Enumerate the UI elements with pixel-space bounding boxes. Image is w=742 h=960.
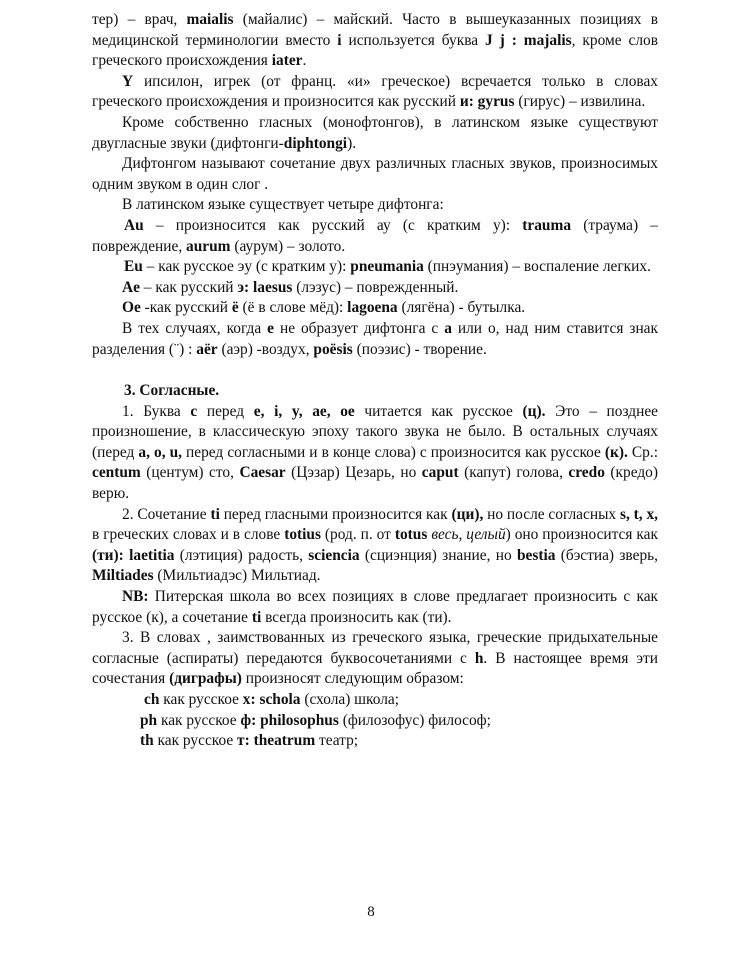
digraph-item-ph: ph как русское ф: philosophus (филозофус) философ; xyxy=(140,711,491,729)
paragraph-greek-aspirates: 3. В словах , заимствованных из греческого языка, греческие придыхательные согласные (аспираты) передаются буквосочетаниями с h. В настоящее время эти сочестания (диграфы) произносят следующим образом: xyxy=(92,629,658,688)
digraph-item-ch: ch как русское х: schola (схола) школа; xyxy=(144,691,400,708)
paragraph-diphthongs-intro: Кроме собственно гласных (монофтонгов), в латинском языке существуют двугласные звуки (дифтонги-diphtongi). xyxy=(92,113,658,152)
paragraph-nota-bene: NB: Питерская школа во всех позициях в слове предлагает произносить с как русское (к), а сочетание ti всегда произносить как (ти). xyxy=(92,588,658,626)
paragraph-combination-ti: 2. Сочетание ti перед гласными произносится как (ци), но после согласных s, t, x, в греческих словах и в слове totius (род. п. от totus весь, целый) оно произносится как (ти): laetitia (лэтиция) радость, sciencia (сциэнция) знание, но bestia (бэстиа) зверь, Miltiades (Мильтиадэс) Мильтиад. xyxy=(92,505,659,585)
paragraph-four-diphthongs: В латинском языке существует четыре дифтонга: xyxy=(122,196,444,214)
paragraph-diaeresis: В тех случаях, когда e не образует дифтонга с a или о, над ним ставится знак разделения (¨) : aër (аэр) -воздух, poësis (поэзис) - творение. xyxy=(92,319,658,358)
paragraph-ypsilon: Y ипсилон, игрек (от франц. «и» греческое) всречается только в словах греческого происхождения и произносится как русский и: gyrus (гирус) – извилина. xyxy=(92,72,658,111)
paragraph-diphthong-definition: Дифтонгом называют сочетание двух различных гласных звуков, произносимых одним звуком в один слог . xyxy=(92,155,658,193)
paragraph-diphthong-oe: Oe -как русский ё (ё в слове мёд): lagoena (лягёна) - бутылка. xyxy=(122,299,526,317)
section-heading: 3. Согласные. xyxy=(124,382,220,400)
paragraph-diphthong-au: Au – произносится как русский ау (с кратким у): trauma (траума) – повреждение, aurum (аурум) – золото. xyxy=(92,216,658,255)
paragraph-diphthong-ae: Ae – как русский э: laesus (лэзус) – поврежденный. xyxy=(122,278,459,296)
page-number: 8 xyxy=(367,904,375,920)
paragraph-continuation: тер) – врач, maialis (майалис) – майский. Часто в вышеуказанных позициях в медицинской терминологии вместо i используется буква J j : majalis, кроме слов греческого происхождения iater. xyxy=(92,11,658,70)
paragraph-diphthong-eu: Eu – как русское эу (с кратким у): pneumania (пнэумания) – воспаление легких. xyxy=(124,258,651,276)
paragraph-letter-c: 1. Буква c перед e, i, y, ae, oe читается как русское (ц). Это – позднее произношение, в классическую эпоху такого звука не было. В остальных случаях (перед a, o, u, перед согласными и в конце слова) с произносится как русское (к). Ср.: centum (центум) сто, Caesar (Цэзар) Цезарь, но caput (капут) голова, credo (кредо) верю. xyxy=(92,402,659,503)
digraph-item-th: th как русское т: theatrum театр; xyxy=(140,732,359,750)
page-body-text xyxy=(92,10,658,752)
